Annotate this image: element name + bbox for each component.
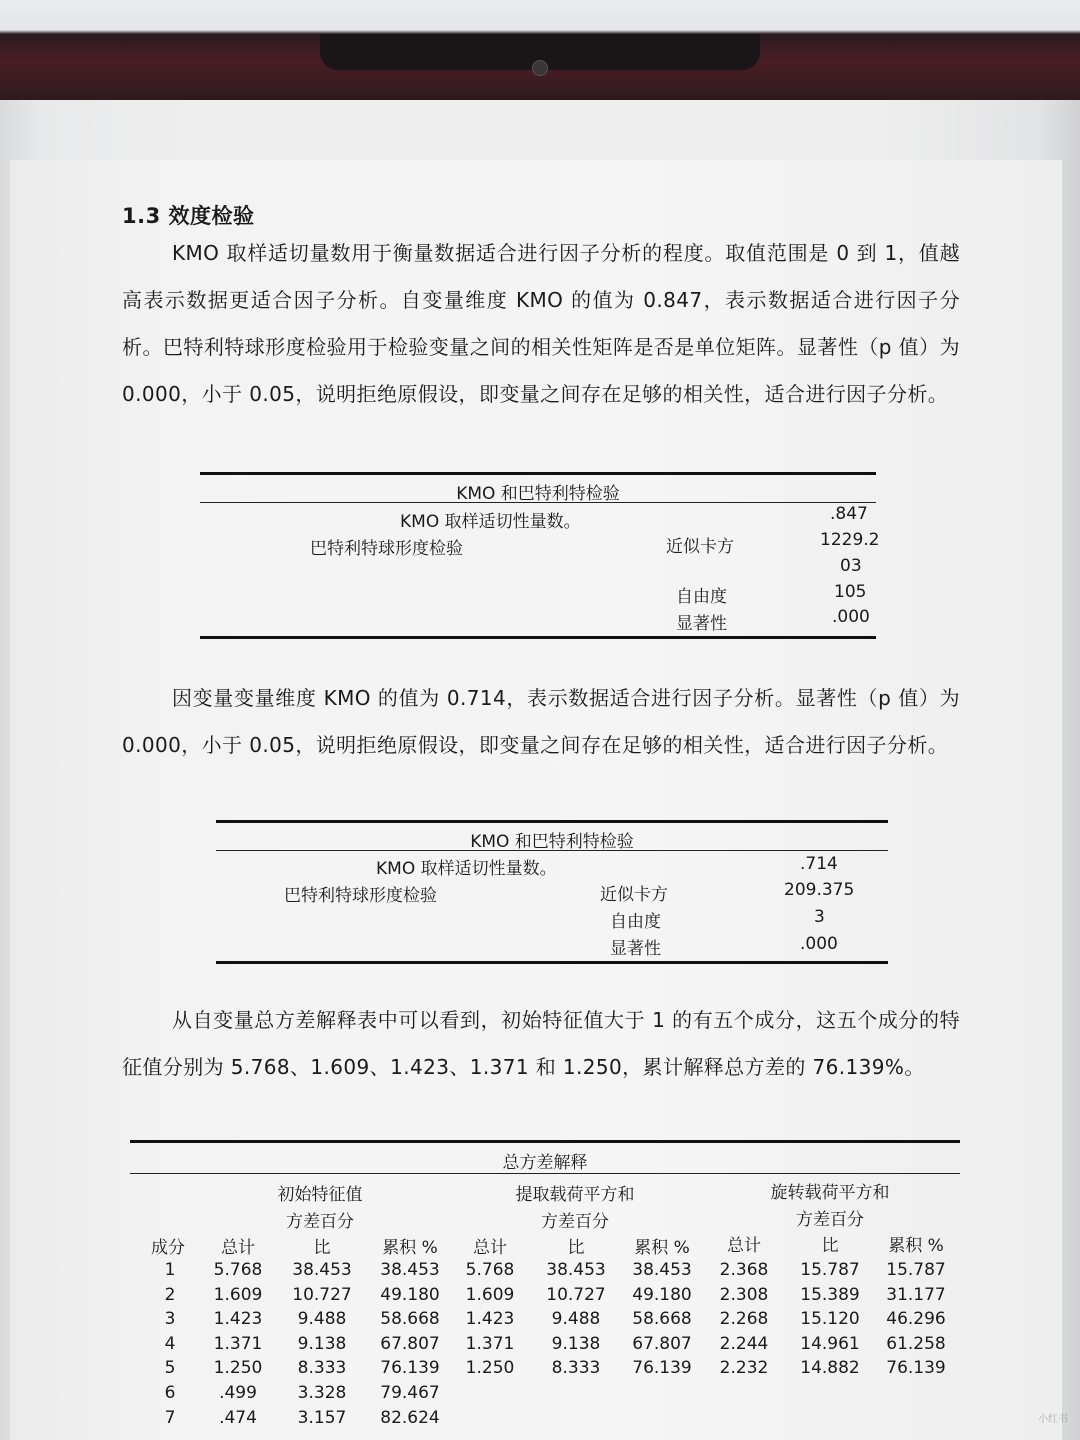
table-top-rule (130, 1140, 960, 1143)
table-header-rule (200, 502, 876, 503)
cell-rotation-cumulative: 76.139 (886, 1358, 946, 1379)
paragraph-kmo-intro: KMO 取样适切量数用于衡量数据适合进行因子分析的程度。取值范围是 0 到 1，值越高表示数据更适合因子分析。自变量维度 KMO 的值为 0.847，表示数据适合进行因子分析。巴特利特球形度检验用于检验变量之间的相关性矩阵是否是单位矩阵。显著性（p 值）为 0.000，小于 0.05，说明拒绝原假设，即变量之间存在足够的相关性，适合进行因子分析。 (122, 241, 960, 406)
cell-extraction-total: 1.250 (465, 1358, 515, 1379)
kmo-label: KMO 取样适切性量数。 (376, 859, 557, 879)
webcam (532, 60, 548, 76)
cell-rotation-cumulative: 31.177 (886, 1284, 946, 1305)
df-label: 自由度 (610, 912, 661, 932)
paragraph-variance: 从自变量总方差解释表中可以看到，初始特征值大于 1 的有五个成分，这五个成分的特征值分别为 5.768、1.609、1.423、1.371 和 1.250，累计解释总方差的 76.139%。 (122, 1008, 960, 1079)
cell-rotation-variance-pct: 14.882 (800, 1358, 860, 1379)
chi-square-value: 209.375 (784, 880, 855, 900)
col-total: 总计 (727, 1236, 761, 1256)
cell-rotation-cumulative: 15.787 (886, 1260, 946, 1280)
cell-extraction-cumulative: 38.453 (632, 1260, 692, 1280)
col-variance-pct: 比 (313, 1238, 331, 1258)
cell-rotation-total: 2.308 (719, 1284, 769, 1305)
cell-rotation-total: 2.368 (719, 1260, 769, 1280)
cell-rotation-total: 2.268 (719, 1309, 769, 1330)
chi-square-value-wrap: 03 (840, 556, 862, 576)
cell-initial-cumulative: 82.624 (380, 1407, 440, 1428)
table-header-rule (130, 1173, 960, 1174)
cell-extraction-cumulative: 76.139 (632, 1358, 692, 1379)
cell-initial-cumulative: 49.180 (380, 1284, 440, 1305)
cell-extraction-cumulative: 49.180 (632, 1284, 692, 1305)
cell-extraction-cumulative: 67.807 (632, 1333, 692, 1354)
cell-extraction-total: 1.609 (465, 1284, 515, 1305)
cell-initial-total: .499 (219, 1383, 257, 1403)
group-rotation: 旋转载荷平方和 (770, 1183, 890, 1203)
cell-initial-total: 1.609 (213, 1284, 263, 1305)
cell-initial-cumulative: 58.668 (380, 1309, 440, 1330)
cell-initial-variance-pct: 10.727 (292, 1284, 352, 1305)
col-total: 总计 (473, 1238, 507, 1258)
cell-extraction-total: 5.768 (465, 1260, 515, 1280)
screen (0, 100, 1080, 1440)
sig-label: 显著性 (676, 614, 727, 634)
df-label: 自由度 (676, 587, 727, 607)
cell-extraction-variance-pct: 9.488 (551, 1309, 601, 1330)
group-initial-eigenvalues: 初始特征值 (277, 1185, 363, 1205)
table-top-rule (200, 472, 876, 475)
sig-value: .000 (800, 934, 838, 954)
cell-rotation-variance-pct: 15.389 (800, 1284, 860, 1305)
variance-pct-header: 方差百分 (796, 1210, 864, 1230)
kmo-value: .847 (830, 504, 868, 524)
cell-extraction-variance-pct: 38.453 (546, 1260, 606, 1280)
cell-rotation-cumulative: 46.296 (886, 1309, 946, 1330)
cell-initial-variance-pct: 9.138 (297, 1333, 347, 1354)
cell-initial-cumulative: 67.807 (380, 1333, 440, 1354)
cell-extraction-cumulative: 58.668 (632, 1309, 692, 1330)
cell-rotation-variance-pct: 14.961 (800, 1333, 860, 1354)
df-value: 105 (834, 582, 867, 602)
chi-square-value: 1229.2 (820, 530, 880, 550)
cell-component: 6 (164, 1383, 176, 1403)
cell-initial-variance-pct: 8.333 (297, 1358, 347, 1379)
cell-component: 2 (164, 1284, 176, 1305)
watermark: 小红书 (1038, 1414, 1068, 1425)
kmo-table-independent (200, 472, 880, 642)
section-heading: 1.3 效度检验 (122, 204, 255, 228)
cell-rotation-variance-pct: 15.787 (800, 1260, 860, 1280)
cell-initial-total: 1.250 (213, 1358, 263, 1379)
variance-pct-header: 方差百分 (541, 1212, 609, 1232)
table-bottom-rule (216, 961, 888, 964)
total-variance-table (130, 1140, 960, 1440)
laptop-bezel (0, 0, 1080, 110)
group-extraction: 提取载荷平方和 (515, 1185, 635, 1205)
cell-extraction-variance-pct: 10.727 (546, 1284, 606, 1305)
cell-initial-variance-pct: 3.157 (297, 1407, 347, 1428)
cell-component: 3 (164, 1309, 176, 1330)
cell-initial-cumulative: 38.453 (380, 1260, 440, 1280)
col-cumulative: 累积 % (888, 1236, 944, 1256)
cell-rotation-variance-pct: 15.120 (800, 1309, 860, 1330)
cell-initial-cumulative: 76.139 (380, 1358, 440, 1379)
col-cumulative: 累积 % (634, 1238, 690, 1258)
cell-initial-variance-pct: 38.453 (292, 1260, 352, 1280)
col-variance-pct: 比 (567, 1238, 585, 1258)
table-header-rule (216, 850, 888, 851)
col-total: 总计 (221, 1238, 255, 1258)
cell-initial-total: 5.768 (213, 1260, 263, 1280)
cell-extraction-variance-pct: 9.138 (551, 1333, 601, 1354)
cell-initial-cumulative: 79.467 (380, 1383, 440, 1403)
cell-component: 1 (164, 1260, 176, 1280)
table-top-rule (216, 820, 888, 823)
kmo-label: KMO 取样适切性量数。 (400, 512, 581, 532)
chi-square-label: 近似卡方 (600, 885, 668, 905)
df-value: 3 (814, 907, 825, 927)
variance-pct-header: 方差百分 (286, 1212, 354, 1232)
paragraph-dependent-kmo: 因变量变量维度 KMO 的值为 0.714，表示数据适合进行因子分析。显著性（p 值）为 0.000，小于 0.05，说明拒绝原假设，即变量之间存在足够的相关性，适合进行因子分析。 (122, 686, 960, 757)
col-variance-pct: 比 (821, 1236, 839, 1256)
bartlett-label: 巴特利特球形度检验 (310, 539, 463, 559)
table-title: KMO 和巴特利特检验 (456, 484, 620, 504)
cell-component: 4 (164, 1333, 176, 1354)
cell-extraction-total: 1.423 (465, 1309, 515, 1330)
sig-value: .000 (832, 607, 870, 627)
table-title: KMO 和巴特利特检验 (470, 832, 634, 852)
cell-extraction-variance-pct: 8.333 (551, 1358, 601, 1379)
col-cumulative: 累积 % (382, 1238, 438, 1258)
table-title: 总方差解释 (502, 1153, 588, 1173)
cell-initial-total: 1.371 (213, 1333, 263, 1354)
cell-initial-variance-pct: 9.488 (297, 1309, 347, 1330)
table-bottom-rule (200, 636, 876, 639)
cell-component: 5 (164, 1358, 176, 1379)
sig-label: 显著性 (610, 939, 661, 959)
cell-extraction-total: 1.371 (465, 1333, 515, 1354)
cell-rotation-total: 2.232 (719, 1358, 769, 1379)
col-component: 成分 (151, 1238, 185, 1258)
chi-square-label: 近似卡方 (666, 537, 734, 557)
bartlett-label: 巴特利特球形度检验 (284, 886, 437, 906)
cell-initial-variance-pct: 3.328 (297, 1383, 347, 1403)
cell-initial-total: 1.423 (213, 1309, 263, 1330)
cell-initial-total: .474 (219, 1407, 257, 1428)
kmo-value: .714 (800, 854, 838, 874)
kmo-table-dependent (216, 820, 888, 966)
cell-rotation-cumulative: 61.258 (886, 1333, 946, 1354)
cell-component: 7 (164, 1407, 176, 1428)
cell-rotation-total: 2.244 (719, 1333, 769, 1354)
document-page (10, 160, 1062, 1440)
